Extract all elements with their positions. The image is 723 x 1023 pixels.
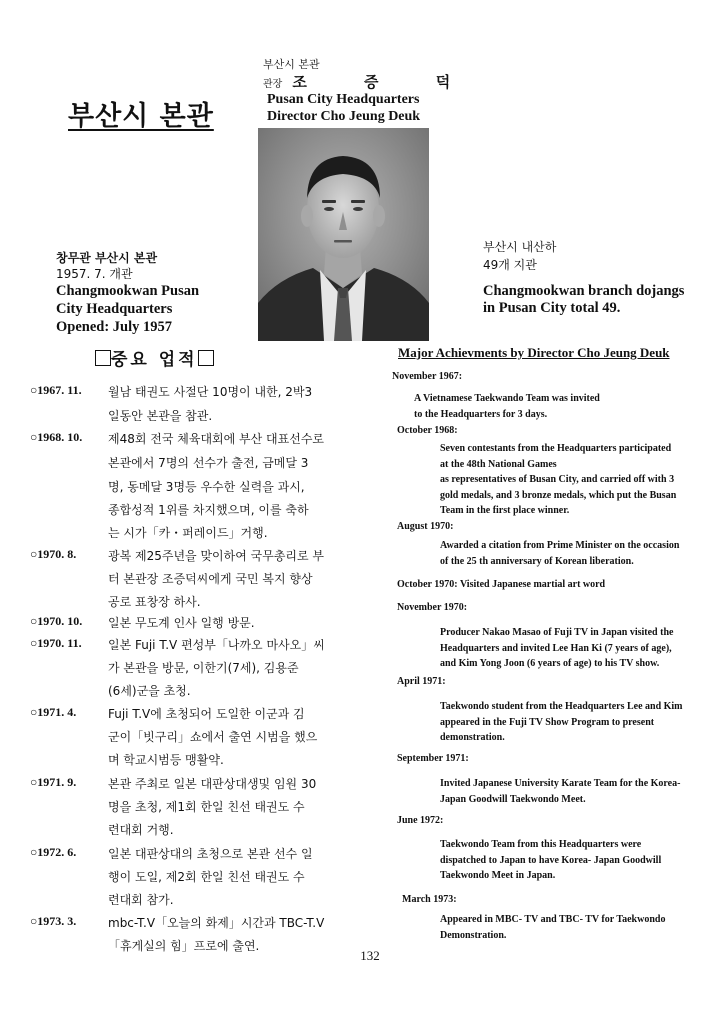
branch-info-english <box>56 282 246 336</box>
english-entry-line: Team in the first place winner. <box>440 505 570 516</box>
english-entry-line: Awarded a citation from Prime Minister on the occasion <box>440 540 680 551</box>
english-entry-date: September 1971: <box>397 753 469 764</box>
korean-entry-line: (6세)군을 초청. <box>108 684 191 698</box>
english-entry-line: Headquarters and invited Lee Han Ki (7 years of age), <box>440 642 672 654</box>
box-glyph-icon <box>95 350 111 366</box>
english-entry-date: October 1970: Visited Japanese martial art word <box>397 579 606 590</box>
english-entry-line: Appeared in MBC- TV and TBC- TV for Taekwondo <box>440 914 666 925</box>
korean-entry-line: 일동안 본관을 참관. <box>108 409 213 423</box>
korean-entry-line: 련대회 거행. <box>108 823 174 837</box>
page-number: 132 <box>360 948 380 963</box>
branches-info-english <box>483 283 713 317</box>
page-title: 부산시 본관 <box>68 101 214 132</box>
header-english-title: Pusan City Headquarters <box>267 92 420 107</box>
branch-info-line: City Headquarters <box>56 301 173 317</box>
english-entry-line: to the Headquarters for 3 days. <box>414 408 548 420</box>
header-korean-line: 부산시 본관 <box>263 58 320 71</box>
korean-entry-date: ○1970. 11. <box>30 636 82 650</box>
korean-entry-line: 일본 무도계 인사 일행 방문. <box>108 616 255 630</box>
korean-entry-line: 일본 Fuji T.V 편성부「나까오 마사오」씨 <box>108 638 325 652</box>
english-entry-body <box>440 776 680 807</box>
korean-entry-line: 광복 제25주년을 맞이하여 국무총리로 부 <box>108 549 325 563</box>
english-entry-line: Taekwondo Meet in Japan. <box>440 870 556 881</box>
korean-entry-date: ○1971. 4. <box>30 705 77 719</box>
korean-entry-date: ○1972. 6. <box>30 845 77 859</box>
english-entry-date: October 1968: <box>397 425 458 436</box>
english-entry-line: as representatives of Busan City, and carried off with 3 <box>440 474 675 485</box>
branch-info-line: Changmookwan Pusan <box>56 283 200 299</box>
english-entry-date: November 1967: <box>392 371 463 382</box>
korean-entry-date: ○1971. 9. <box>30 775 77 789</box>
english-entry-line: dispatched to Japan to have Korea- Japan Goodwill <box>440 854 662 866</box>
box-glyph-icon <box>198 350 214 366</box>
english-entry-line: gold medals, and 3 bronze medals, which put the Busan <box>440 489 677 501</box>
english-entry-line: Japan Goodwill Taekwondo Meet. <box>440 793 586 805</box>
english-entry-line: of the 25 th anniversary of Korean liberation. <box>440 555 634 567</box>
branch-count-korean: 49개 지관 <box>483 258 537 272</box>
opening-date-korean: 1957. 7. 개관 <box>56 267 133 281</box>
korean-section-heading <box>95 345 214 370</box>
english-entry-line: demonstration. <box>440 732 505 743</box>
english-entry-body <box>440 837 661 884</box>
english-entry-body <box>440 625 673 672</box>
korean-heading-text: 중요 업적 <box>111 350 198 370</box>
korean-entry-line: 군이「빗구리」쇼에서 출연 시범을 했으 <box>108 730 318 744</box>
portrait-illustration <box>258 128 429 341</box>
branch-info-line: Opened: July 1957 <box>56 319 173 335</box>
english-entry-line: Producer Nakao Masao of Fuji TV in Japan visited the <box>440 627 674 638</box>
korean-entry-date: ○1970. 10. <box>30 614 83 628</box>
korean-entry-line: 본관에서 7명의 선수가 출전, 금메달 3 <box>108 456 309 470</box>
korean-entry-line: 본관 주최로 일본 대판상대생및 임원 30 <box>108 777 317 791</box>
english-entry-body <box>440 912 665 943</box>
english-entry-line: at the 48th National Games <box>440 458 557 470</box>
korean-entry-line: 일본 대판상대의 초청으로 본관 선수 일 <box>108 847 313 861</box>
korean-entry-line: 련대회 참가. <box>108 893 174 907</box>
korean-entry-line: 「휴게실의 힘」프로에 출연. <box>108 939 260 953</box>
korean-entry-line: 명을 초청, 제1회 한일 친선 태권도 수 <box>108 800 305 814</box>
english-entry-date: June 1972: <box>397 815 444 826</box>
korean-entry-line: 월남 태권도 사절단 10명이 내한, 2박3 <box>108 385 313 399</box>
korean-entry-line: 가 본관을 방문, 이한기(7세), 김용준 <box>108 661 299 675</box>
branches-info-line: in Pusan City total 49. <box>483 300 621 316</box>
english-entry-line: Demonstration. <box>440 929 507 941</box>
korean-entry-line: 는 시가「카・퍼레이드」거행. <box>108 526 268 540</box>
english-entry-line: Taekwondo student from the Headquarters Lee and Kim <box>440 701 683 712</box>
english-entry-date: April 1971: <box>397 676 446 687</box>
english-entry-line: and Kim Yong Joon (6 years of age) to his TV show. <box>440 658 660 669</box>
english-entry-line: appeared in the Fuji TV Show Program to present <box>440 716 655 728</box>
english-entry-line: Taekwondo Team from this Headquarters were <box>440 839 642 850</box>
english-entry-body <box>440 538 679 569</box>
english-entry-line: Seven contestants from the Headquarters participated <box>440 443 672 454</box>
korean-entry-line: Fuji T.V에 초청되어 도일한 이군과 김 <box>108 707 305 721</box>
korean-entry-line: 행이 도일, 제2회 한일 친선 태권도 수 <box>108 870 305 884</box>
korean-entry-line: 종합성적 1위를 차지했으며, 이를 축하 <box>108 503 309 517</box>
korean-entry-date: ○1970. 8. <box>30 547 77 561</box>
english-section-heading: Major Achievments by Director Cho Jeung Deuk <box>398 345 670 360</box>
director-portrait-photo <box>258 128 429 341</box>
korean-entry-line: 제48회 전국 체육대회에 부산 대표선수로 <box>108 432 325 446</box>
korean-entry-date: ○1973. 3. <box>30 914 77 928</box>
english-entry-body <box>440 441 676 519</box>
korean-entry-line: 공로 표창장 하사. <box>108 595 201 609</box>
header-english-director: Director Cho Jeung Deuk <box>267 109 421 124</box>
korean-entry-line: 명, 동메달 3명등 우수한 실력을 과시, <box>108 480 305 494</box>
english-entry-line: A Vietnamese Taekwando Team was invited <box>414 393 600 404</box>
english-entry-body <box>414 391 600 422</box>
branches-korean: 부산시 내산하 <box>483 240 557 254</box>
korean-entry-line: 터 본관장 조증덕씨에게 국민 복지 향상 <box>108 572 313 586</box>
english-entry-date: August 1970: <box>397 521 454 532</box>
english-entry-line: Invited Japanese University Karate Team for the Korea- <box>440 778 681 789</box>
branches-info-line: Changmookwan branch dojangs <box>483 283 685 299</box>
branch-name-korean: 창무관 부산시 본관 <box>56 251 158 265</box>
korean-entry-line: 며 학교시범등 맹활약. <box>108 753 224 767</box>
english-entry-date: March 1973: <box>402 894 457 905</box>
korean-entry-date: ○1967. 11. <box>30 383 82 397</box>
director-name-korean: 조 증 덕 <box>292 73 477 91</box>
korean-entry-line: mbc-T.V「오늘의 화제」시간과 TBC-T.V <box>108 916 325 930</box>
english-entry-date: November 1970: <box>397 602 468 613</box>
english-entry-body <box>440 699 683 746</box>
header-director-korean <box>263 71 476 92</box>
director-label: 관장 <box>263 79 283 90</box>
korean-entry-date: ○1968. 10. <box>30 430 83 444</box>
